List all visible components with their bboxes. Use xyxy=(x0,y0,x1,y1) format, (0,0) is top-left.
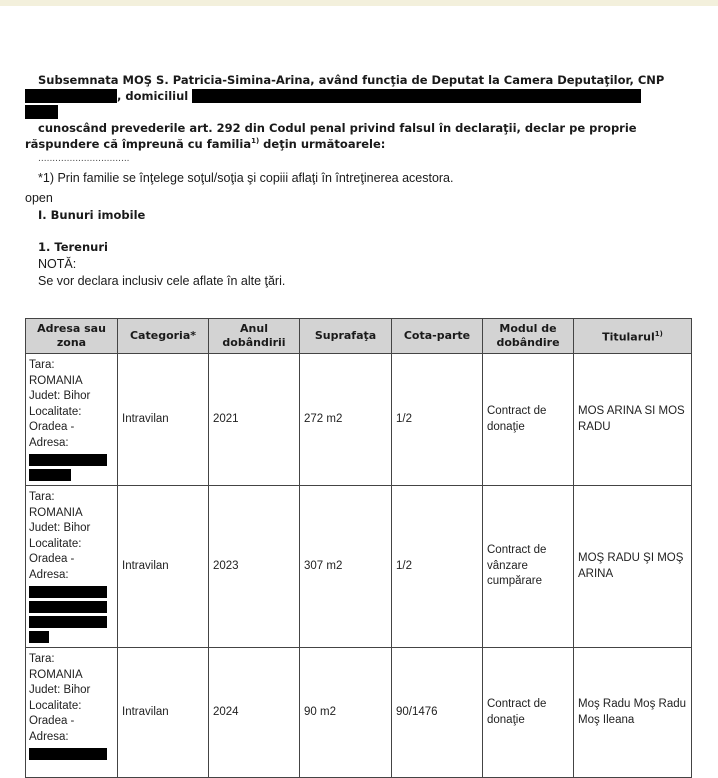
section-title: I. Bunuri imobile xyxy=(38,208,146,222)
cell-category: Intravilan xyxy=(118,486,209,648)
nota-text: Se vor declara inclusiv cele aflate în alte ţări. xyxy=(38,274,286,288)
declaration-line-4: răspundere că împreună cu familia$^{1)}$ deţin următoarele: xyxy=(25,137,386,151)
cell-owner: Moş Radu Moş Radu Moş Ileana xyxy=(574,648,692,778)
cell-category: Intravilan xyxy=(118,354,209,486)
table-row xyxy=(26,354,692,486)
header-owner: Titularul$^{1)}$ xyxy=(574,319,692,354)
header-share: Cota-parte xyxy=(392,319,483,354)
cell-year: 2023 xyxy=(209,486,300,648)
dotted-placeholder: ................................ xyxy=(38,154,130,164)
redacted-bar xyxy=(29,616,107,628)
redacted-bar xyxy=(29,586,107,598)
cell-share: 1/2 xyxy=(392,486,483,648)
cell-share: 1/2 xyxy=(392,354,483,486)
redacted-bar xyxy=(29,631,49,643)
redacted-address-cont xyxy=(25,105,58,119)
cell-year: 2024 xyxy=(209,648,300,778)
header-area: Suprafaţa xyxy=(300,319,392,354)
redacted-cnp xyxy=(25,89,117,103)
cell-address: Tara: ROMANIA Judet: Bihor Localitate: Oradea - Adresa: xyxy=(26,648,118,778)
cell-owner: MOS ARINA SI MOS RADU xyxy=(574,354,692,486)
cell-owner: MOŞ RADU ŞI MOŞ ARINA xyxy=(574,486,692,648)
cell-year: 2021 xyxy=(209,354,300,486)
cell-mode: Contract de donaţie xyxy=(483,648,574,778)
declaration-line-2: , domiciliul xyxy=(117,89,189,103)
open-label: open xyxy=(25,191,53,205)
cell-area: 90 m2 xyxy=(300,648,392,778)
top-strip xyxy=(0,0,718,6)
land-table xyxy=(25,318,692,778)
header-address: Adresa sau zona xyxy=(26,319,118,354)
cell-area: 307 m2 xyxy=(300,486,392,648)
cell-share: 90/1476 xyxy=(392,648,483,778)
table-row xyxy=(26,648,692,778)
table-header-row xyxy=(26,319,692,354)
cell-area: 272 m2 xyxy=(300,354,392,486)
cell-mode: Contract de donaţie xyxy=(483,354,574,486)
redacted-bar xyxy=(29,748,107,760)
cell-category: Intravilan xyxy=(118,648,209,778)
redacted-bar xyxy=(29,469,71,481)
header-year: Anul dobândirii xyxy=(209,319,300,354)
header-category: Categoria* xyxy=(118,319,209,354)
subsection-title: 1. Terenuri xyxy=(38,240,108,254)
cell-address: Tara: ROMANIA Judet: Bihor Localitate: Oradea - Adresa: xyxy=(26,486,118,648)
cell-address: Tara: ROMANIA Judet: Bihor Localitate: Oradea - Adresa: xyxy=(26,354,118,486)
declaration-line-3: cunoscând prevederile art. 292 din Codul penal privind falsul în declaraţii, declar pe proprie xyxy=(38,121,637,135)
family-footnote: *1) Prin familie se înţelege soţul/soţia şi copiii aflaţi în întreţinerea acestora. xyxy=(38,171,454,185)
redacted-bar xyxy=(29,454,107,466)
cell-mode: Contract de vânzare cumpărare xyxy=(483,486,574,648)
redacted-bar xyxy=(29,601,107,613)
redacted-address xyxy=(192,89,641,103)
table-row xyxy=(26,486,692,648)
header-mode: Modul de dobândire xyxy=(483,319,574,354)
declaration-line-1: Subsemnata MOŞ S. Patricia-Simina-Arina, având funcţia de Deputat la Camera Deputaţilor, CNP xyxy=(38,73,665,87)
nota-label: NOTĂ: xyxy=(38,257,77,271)
